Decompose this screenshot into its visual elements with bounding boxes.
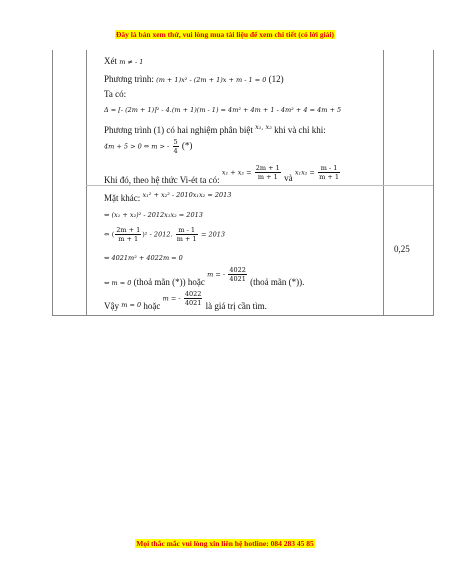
preview-banner: Đây là bản xem thử, vui lòng mua tài liệu để xem chi tiết (có lời giải) [115, 30, 335, 39]
hotline-banner: Mọi thắc mắc vui lòng xin liên hệ hotline: 084 283 45 85 [136, 539, 314, 548]
line-xet: Xét m ≠ - 1 [104, 56, 144, 66]
line-step-4: $_{\Leftrightarrow m = 0}$ (thoả mãn (*)) hoặc m = - $\frac{4022}{4021}$ (thoả mãn (*)). [104, 266, 305, 287]
fraction-root-b: $\frac{4022}{4021}$ [184, 290, 202, 307]
fraction-step2-a: $\frac{2m + 1}{m + 1}$ [116, 226, 141, 243]
column-divider-right [383, 50, 384, 315]
line-conclusion: Vậy $_{m = 0}$ hoặc m = - $\frac{4022}{4021}$ là giá trị cần tìm. [104, 290, 267, 311]
column-divider-left [86, 50, 87, 315]
fraction-root-a: $\frac{4022}{4021}$ [229, 266, 246, 283]
line-equation: Phương trình: (m + 1)x² - (2m + 1)x + m - 1 = 0 (12) [104, 74, 284, 84]
fraction-product: $\frac{m - 1}{m + 1}$ [319, 164, 340, 181]
line-step-2: ⇔ ( $\frac{2m + 1}{m + 1}$ )² - 2012. $\frac{m - 1}{m + 1}$ = 2013 [104, 226, 225, 243]
line-vieta: Khi đó, theo hệ thức Vi-ét ta có: x₁ + x₂ = $\frac{2m + 1}{m + 1}$ và x₁x₂ = $\frac{m - 1}{m + 1}$ [104, 164, 340, 185]
fraction-five-quarters: $\frac{5}{4}$ [173, 138, 178, 155]
fraction-step2-b: $\frac{m - 1}{m + 1}$ [176, 226, 197, 243]
score-cell: 0,25 [394, 244, 410, 254]
line-mat-khac: Mặt khác: $^{x_1^2 + x_2^2 - 2010x_1x_2 = 2013}$ [104, 191, 232, 203]
row-divider [86, 185, 433, 186]
line-inequality: 4m + 5 > 0 ⇔ m > - $\frac{5}{4}$ (*) [104, 138, 193, 155]
line-step-3: ⇔ 4021m² + 4022m = 0 [104, 254, 183, 262]
line-step-1: ⇔ (x₁ + x₂)² - 2012x₁x₂ = 2013 [104, 211, 203, 219]
fraction-sum: $\frac{2m + 1}{m + 1}$ [255, 164, 280, 181]
line-taco: Ta có: [104, 89, 127, 99]
line-delta: Δ = [- (2m + 1)]² - 4.(m + 1)(m - 1) = 4m² + 4m + 1 - 4m² + 4 = 4m + 5 [104, 106, 342, 114]
line-condition: Phương trình (1) có hai nghiệm phân biệt $^{x_1, x_2}$ khi và chỉ khi: [104, 123, 326, 135]
